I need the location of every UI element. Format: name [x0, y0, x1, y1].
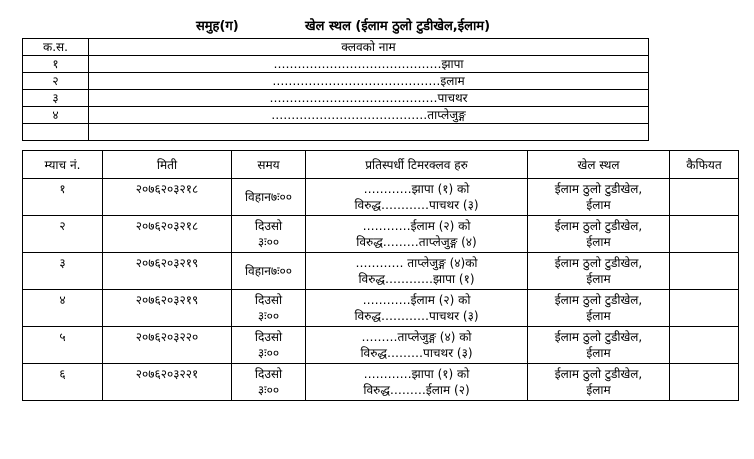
match-row — [23, 327, 739, 364]
group-title: समुह(ग) — [196, 19, 239, 34]
col-serial-header: क.स. — [23, 39, 89, 56]
club-row — [23, 56, 649, 73]
match-time-line1: विहान७ः०० — [244, 190, 293, 204]
match-table-header — [23, 151, 739, 179]
match-teams-line2: विरुद्ध………ईलाम (२) — [363, 383, 470, 397]
club-name: …………………………………ताप्लेजुङ्ग — [89, 107, 649, 124]
col-date-header: मिती — [103, 151, 232, 179]
match-venue-line1: ईलाम ठुलो टुडीखेल, — [554, 293, 643, 307]
match-venue-line2: ईलाम — [586, 272, 611, 286]
match-venue-line2: ईलाम — [586, 346, 611, 360]
match-time-line1: दिउसो — [254, 293, 283, 307]
match-number: १ — [23, 179, 103, 216]
match-teams — [306, 179, 528, 216]
match-row — [23, 364, 739, 401]
match-remarks — [670, 253, 739, 290]
match-teams-line1: …………ईलाम (२) को — [362, 219, 471, 233]
match-venue-line1: ईलाम ठुलो टुडीखेल, — [554, 182, 643, 196]
match-venue-line1: ईलाम ठुलो टुडीखेल, — [554, 367, 643, 381]
match-time-line2: ३ः०० — [257, 346, 280, 360]
club-row — [23, 73, 649, 90]
match-venue-line1: ईलाम ठुलो टुडीखेल, — [554, 256, 643, 270]
match-time-line1: दिउसो — [254, 330, 283, 344]
match-teams-line1: …………ईलाम (२) को — [362, 293, 471, 307]
club-table-header — [23, 39, 649, 56]
club-name: ……………………………………पाचथर — [89, 90, 649, 107]
match-teams-line2: विरुद्ध………पाचथर (३) — [360, 346, 473, 360]
match-number: ३ — [23, 253, 103, 290]
col-club-name-header: क्लवको नाम — [89, 39, 649, 56]
match-venue-line2: ईलाम — [586, 383, 611, 397]
match-date: २०७६२०३२१८ — [103, 216, 232, 253]
club-name-empty — [89, 124, 649, 141]
col-remarks-header: कैफियत — [670, 151, 739, 179]
match-row — [23, 216, 739, 253]
match-time-line1: विहान७ः०० — [244, 264, 293, 278]
match-time-line2: ३ः०० — [257, 383, 280, 397]
match-time-line2: ३ः०० — [257, 309, 280, 323]
match-number: ६ — [23, 364, 103, 401]
match-time — [232, 216, 306, 253]
club-serial: ३ — [23, 90, 89, 107]
match-teams — [306, 253, 528, 290]
club-serial: २ — [23, 73, 89, 90]
match-venue-line1: ईलाम ठुलो टुडीखेल, — [554, 219, 643, 233]
match-row — [23, 253, 739, 290]
match-time — [232, 327, 306, 364]
match-teams — [306, 216, 528, 253]
match-venue — [528, 364, 670, 401]
club-table — [22, 38, 649, 141]
match-remarks — [670, 179, 739, 216]
col-venue-header: खेल स्थल — [528, 151, 670, 179]
match-teams-line1: ………… ताप्लेजुङ्ग (४)को — [355, 256, 478, 270]
match-time-line1: दिउसो — [254, 367, 283, 381]
match-number: २ — [23, 216, 103, 253]
match-teams-line1: …………झापा (१) को — [363, 367, 470, 381]
match-time-line1: दिउसो — [254, 219, 283, 233]
match-venue — [528, 253, 670, 290]
venue-title: खेल स्थल (ईलाम ठुलो टुडीखेल,ईलाम) — [305, 19, 491, 34]
club-serial: ४ — [23, 107, 89, 124]
club-row — [23, 107, 649, 124]
club-serial-empty — [23, 124, 89, 141]
match-teams-line2: विरुद्ध…………पाचथर (३) — [354, 309, 479, 323]
match-venue — [528, 290, 670, 327]
match-teams-line2: विरुद्ध…………झापा (१) — [358, 272, 475, 286]
match-date: २०७६२०३२१९ — [103, 290, 232, 327]
match-teams — [306, 327, 528, 364]
match-time — [232, 179, 306, 216]
match-venue — [528, 327, 670, 364]
match-number: ५ — [23, 327, 103, 364]
club-row — [23, 90, 649, 107]
match-remarks — [670, 216, 739, 253]
match-venue-line1: ईलाम ठुलो टुडीखेल, — [554, 330, 643, 344]
match-table — [22, 150, 739, 401]
match-venue-line2: ईलाम — [586, 198, 611, 212]
club-row-empty — [23, 124, 649, 141]
match-time-line2: ३ः०० — [257, 235, 280, 249]
match-date: २०७६२०३२१८ — [103, 179, 232, 216]
match-teams-line2: विरुद्ध…………पाचथर (३) — [354, 198, 479, 212]
match-date: २०७६२०३२२० — [103, 327, 232, 364]
match-time — [232, 290, 306, 327]
match-venue — [528, 179, 670, 216]
match-teams-line1: ………ताप्लेजुङ्ग (४) को — [361, 330, 472, 344]
match-remarks — [670, 364, 739, 401]
match-venue-line2: ईलाम — [586, 235, 611, 249]
match-row — [23, 290, 739, 327]
col-time-header: समय — [232, 151, 306, 179]
match-teams-line1: …………झापा (१) को — [363, 182, 470, 196]
club-serial: १ — [23, 56, 89, 73]
match-date: २०७६२०३२१९ — [103, 253, 232, 290]
match-remarks — [670, 327, 739, 364]
match-teams — [306, 290, 528, 327]
col-teams-header: प्रतिस्पर्धी टिमरक्लव हरु — [306, 151, 528, 179]
match-number: ४ — [23, 290, 103, 327]
match-venue-line2: ईलाम — [586, 309, 611, 323]
col-match-no-header: म्याच नं. — [23, 151, 103, 179]
match-time — [232, 253, 306, 290]
match-time — [232, 364, 306, 401]
match-date: २०७६२०३२२१ — [103, 364, 232, 401]
match-remarks — [670, 290, 739, 327]
club-name: ……………………………………झापा — [89, 56, 649, 73]
match-teams-line2: विरुद्ध………ताप्लेजुङ्ग (४) — [356, 235, 477, 249]
club-name: ……………………………………इलाम — [89, 73, 649, 90]
match-row — [23, 179, 739, 216]
match-venue — [528, 216, 670, 253]
match-teams — [306, 364, 528, 401]
